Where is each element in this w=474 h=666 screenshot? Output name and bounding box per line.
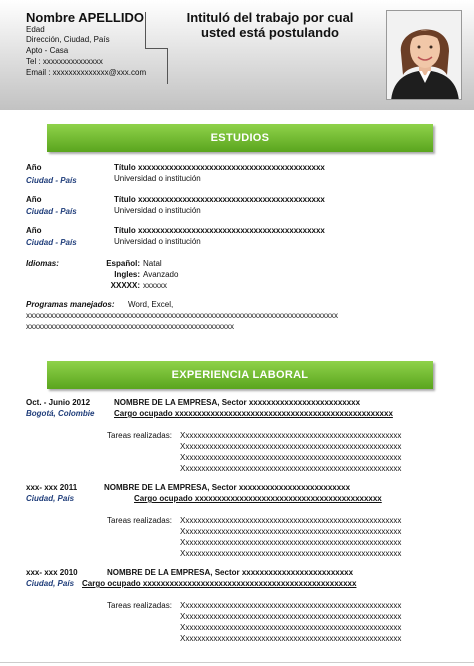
language-level: Avanzado [143, 270, 179, 279]
task-item: Xxxxxxxxxxxxxxxxxxxxxxxxxxxxxxxxxxxxxxxxxxxxxxxxxxxxxxx [180, 549, 402, 558]
language-name: Ingles: [114, 270, 140, 279]
task-item: Xxxxxxxxxxxxxxxxxxxxxxxxxxxxxxxxxxxxxxxxxxxxxxxxxxxxxxx [180, 516, 402, 525]
study-year: Año [26, 163, 42, 172]
job-company: NOMBRE DE LA EMPRESA, Sector xxxxxxxxxxxxxxxxxxxxxxxxx [104, 483, 351, 492]
task-item: Xxxxxxxxxxxxxxxxxxxxxxxxxxxxxxxxxxxxxxxxxxxxxxxxxxxxxxx [180, 623, 402, 632]
section-band-studies: ESTUDIOS [47, 124, 433, 152]
job-position: Cargo ocupado xxxxxxxxxxxxxxxxxxxxxxxxxxxxxxxxxxxxxxxxxxxxxxxx [82, 579, 357, 588]
tasks-label: Tareas realizadas: [107, 516, 172, 525]
task-item: Xxxxxxxxxxxxxxxxxxxxxxxxxxxxxxxxxxxxxxxxxxxxxxxxxxxxxxx [180, 464, 402, 473]
language-level: Natal [143, 259, 162, 268]
study-year: Año [26, 195, 42, 204]
page-bottom-rule [0, 662, 474, 663]
job-position: Cargo ocupado xxxxxxxxxxxxxxxxxxxxxxxxxxxxxxxxxxxxxxxxxx [134, 494, 382, 503]
study-institution: Universidad o institución [114, 174, 201, 183]
job-place: Ciudad, País [26, 494, 75, 503]
language-name: Español: [106, 259, 140, 268]
job-dates: Oct. - Junio 2012 [26, 398, 91, 407]
study-title: Título xxxxxxxxxxxxxxxxxxxxxxxxxxxxxxxxxxxxxxxxxx [114, 163, 325, 172]
age-text: Edad [26, 25, 45, 34]
study-place: Ciudad - País [26, 238, 77, 247]
header-divider-lower [167, 48, 168, 84]
study-title: Título xxxxxxxxxxxxxxxxxxxxxxxxxxxxxxxxxxxxxxxxxx [114, 195, 325, 204]
email-text: Email : xxxxxxxxxxxxxx@xxx.com [26, 68, 147, 77]
portrait-image [387, 11, 462, 100]
job-title: Intituló del trabajo por cual usted está postulando [186, 10, 354, 40]
language-name: XXXXX: [110, 281, 140, 290]
profile-photo [386, 10, 462, 100]
job-place: Bogotá, Colombie [26, 409, 95, 418]
study-place: Ciudad - País [26, 207, 77, 216]
address-text: Dirección, Ciudad, País [26, 35, 110, 44]
study-institution: Universidad o institución [114, 237, 201, 246]
programs-text: Word, Excel, [128, 300, 174, 309]
task-item: Xxxxxxxxxxxxxxxxxxxxxxxxxxxxxxxxxxxxxxxxxxxxxxxxxxxxxxx [180, 442, 402, 451]
candidate-name: Nombre APELLIDO [26, 10, 144, 25]
language-level: xxxxxx [143, 281, 167, 290]
task-item: Xxxxxxxxxxxxxxxxxxxxxxxxxxxxxxxxxxxxxxxxxxxxxxxxxxxxxxx [180, 601, 402, 610]
programs-line: xxxxxxxxxxxxxxxxxxxxxxxxxxxxxxxxxxxxxxxxxxxxxxxxxxxxxxxxxxxxxxxxxxxxxxxxxxxxxx [26, 311, 338, 320]
task-item: Xxxxxxxxxxxxxxxxxxxxxxxxxxxxxxxxxxxxxxxxxxxxxxxxxxxxxxx [180, 527, 402, 536]
job-company: NOMBRE DE LA EMPRESA, Sector xxxxxxxxxxxxxxxxxxxxxxxxx [107, 568, 354, 577]
task-item: Xxxxxxxxxxxxxxxxxxxxxxxxxxxxxxxxxxxxxxxxxxxxxxxxxxxxxxx [180, 612, 402, 621]
job-company: NOMBRE DE LA EMPRESA, Sector xxxxxxxxxxxxxxxxxxxxxxxxx [114, 398, 361, 407]
study-place: Ciudad - País [26, 176, 77, 185]
programs-label: Programas manejados: [26, 300, 115, 309]
phone-text: Tel : xxxxxxxxxxxxxxx [26, 57, 103, 66]
cv-header [0, 0, 474, 110]
header-divider-upper [145, 12, 146, 48]
task-item: Xxxxxxxxxxxxxxxxxxxxxxxxxxxxxxxxxxxxxxxxxxxxxxxxxxxxxxx [180, 634, 402, 643]
study-year: Año [26, 226, 42, 235]
job-dates: xxx- xxx 2011 [26, 483, 78, 492]
study-institution: Universidad o institución [114, 206, 201, 215]
header-divider-step [145, 48, 167, 49]
tasks-label: Tareas realizadas: [107, 601, 172, 610]
job-place: Ciudad, País [26, 579, 75, 588]
job-position: Cargo ocupado xxxxxxxxxxxxxxxxxxxxxxxxxxxxxxxxxxxxxxxxxxxxxxxxx [114, 409, 393, 418]
section-band-experience: EXPERIENCIA LABORAL [47, 361, 433, 389]
task-item: Xxxxxxxxxxxxxxxxxxxxxxxxxxxxxxxxxxxxxxxxxxxxxxxxxxxxxxx [180, 453, 402, 462]
tasks-label: Tareas realizadas: [107, 431, 172, 440]
languages-label: Idiomas: [26, 259, 59, 268]
task-item: Xxxxxxxxxxxxxxxxxxxxxxxxxxxxxxxxxxxxxxxxxxxxxxxxxxxxxxx [180, 538, 402, 547]
programs-line: xxxxxxxxxxxxxxxxxxxxxxxxxxxxxxxxxxxxxxxxxxxxxxxxxxxx [26, 322, 234, 331]
apt-text: Apto - Casa [26, 46, 69, 55]
job-dates: xxx- xxx 2010 [26, 568, 78, 577]
task-item: Xxxxxxxxxxxxxxxxxxxxxxxxxxxxxxxxxxxxxxxxxxxxxxxxxxxxxxx [180, 431, 402, 440]
study-title: Título xxxxxxxxxxxxxxxxxxxxxxxxxxxxxxxxxxxxxxxxxx [114, 226, 325, 235]
